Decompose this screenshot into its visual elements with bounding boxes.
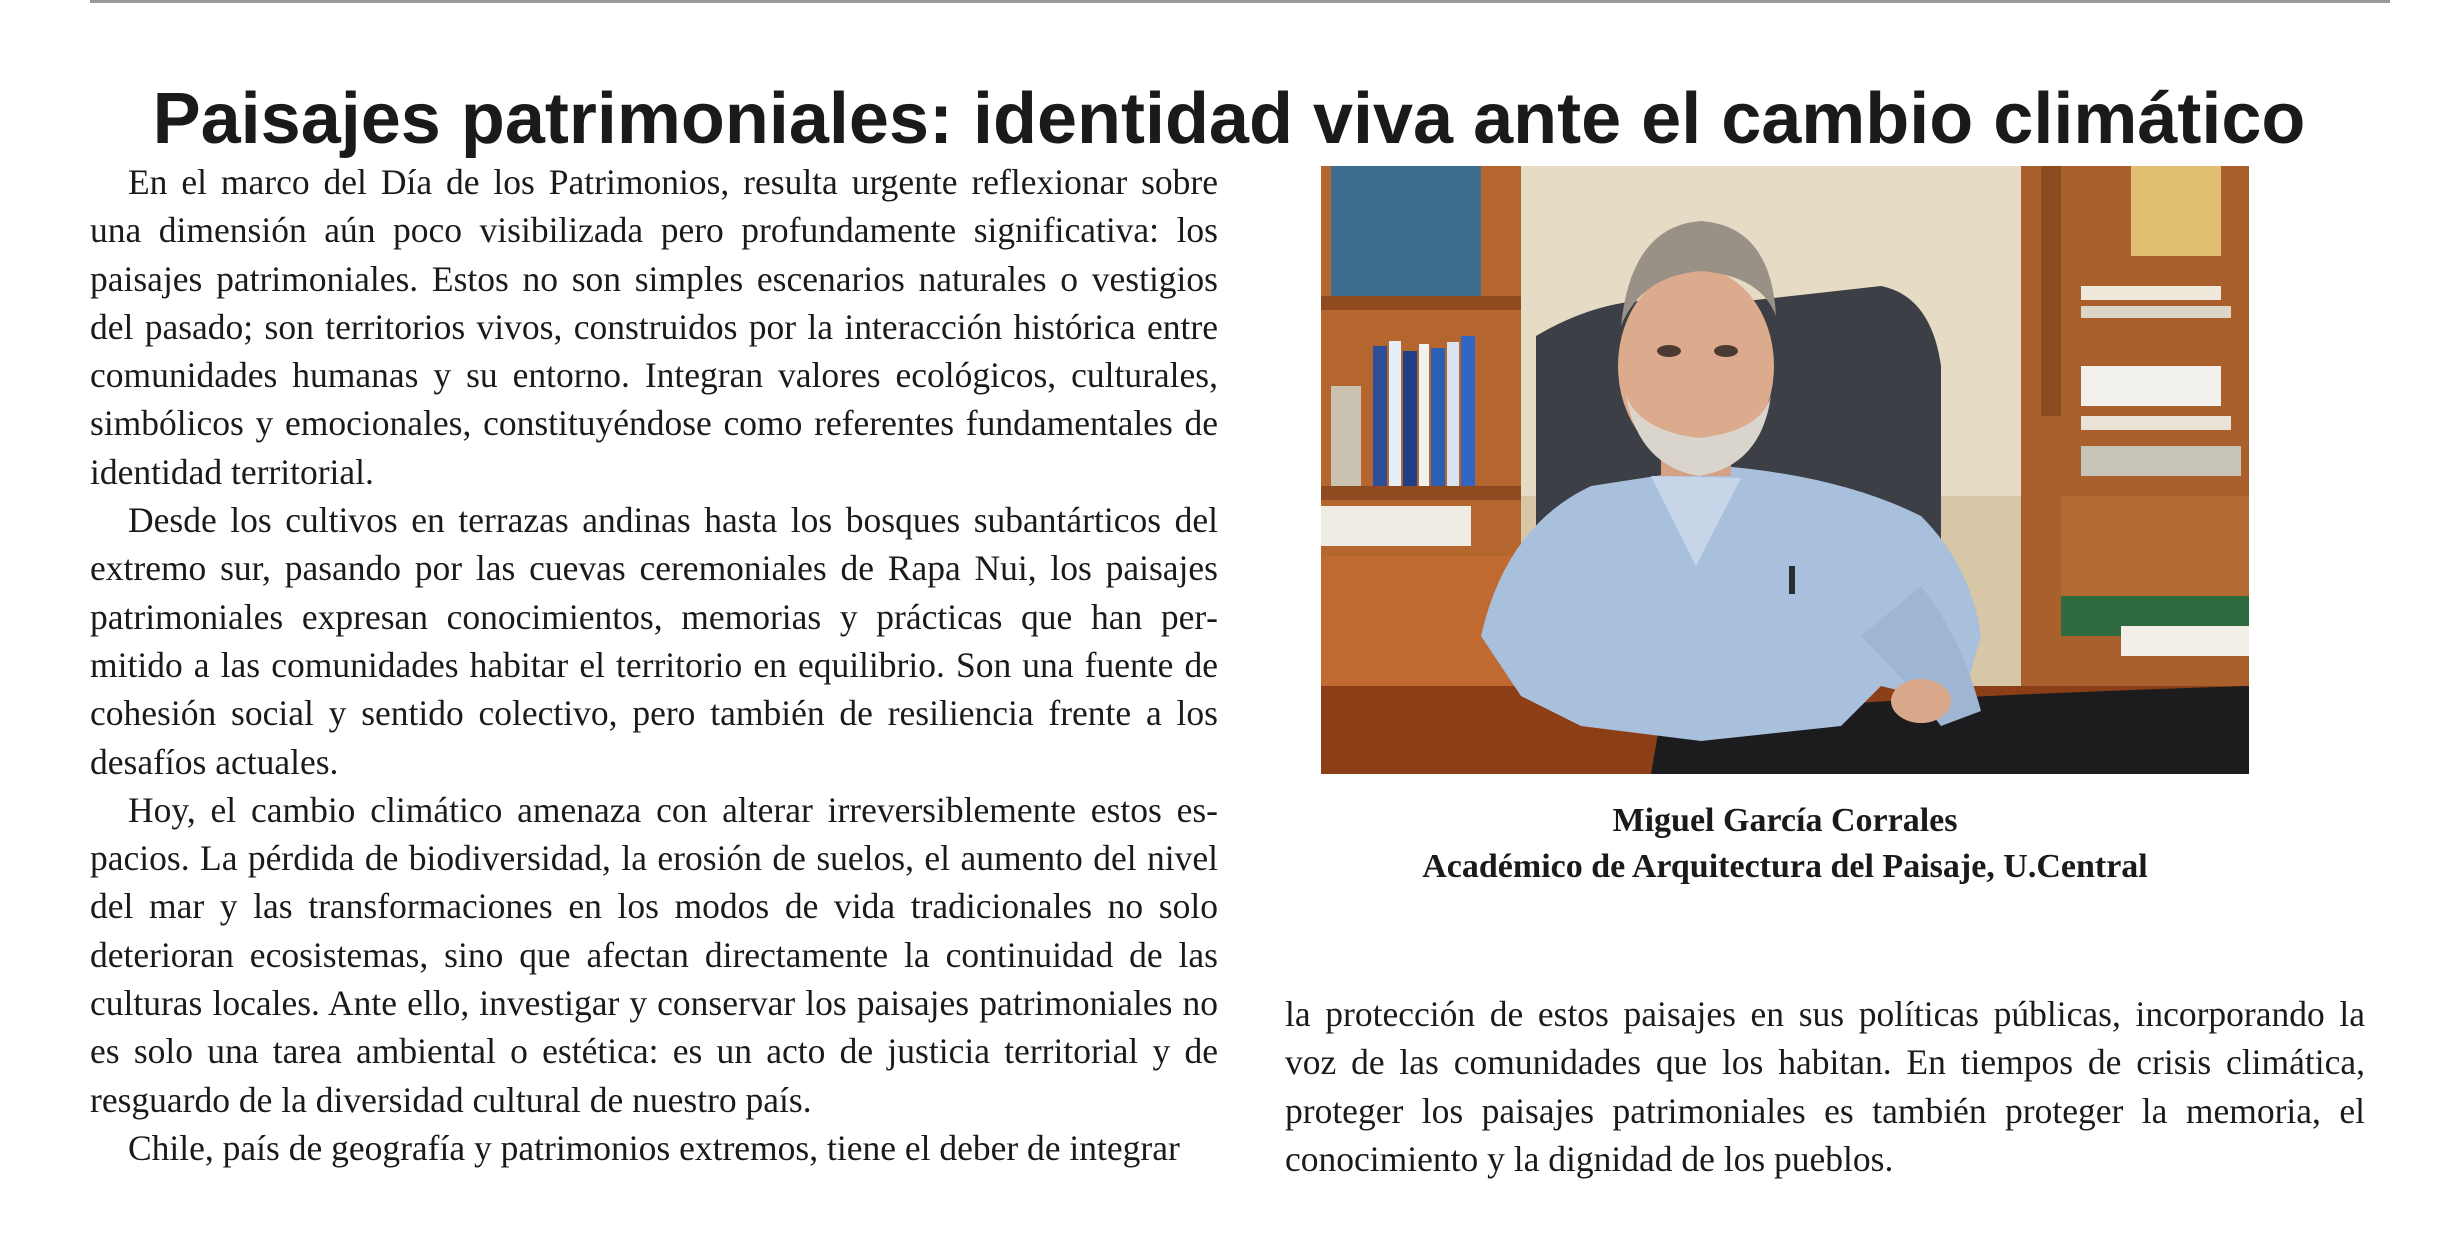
- article-column-right: [1285, 990, 2365, 1183]
- top-rule: [90, 0, 2390, 3]
- author-name: Miguel García Corrales: [1612, 802, 1958, 839]
- article-paragraph-3: Hoy, el cambio climático amenaza con alterar irreversiblemente estos espacios. La pérdida de biodiversidad, la erosión de suelos, el aumento del nivel del mar y las transformaciones en los modos de vida tradicionales no solo deterioran ecosistemas, sino que afectan directamente la continuidad de las culturas locales. Ante ello, investigar y conservar los paisajes patrimoniales no es solo una tarea ambiental o estética: es un acto de justicia territorial y de resguardo de la diversidad cultural de nuestro país.: [90, 789, 1218, 1120]
- article-headline: Paisajes patrimoniales: identidad viva ante el cambio climático: [152, 79, 2306, 160]
- article-paragraph-4: Chile, país de geografía y patrimonios extremos, tiene el deber de integrar: [128, 1127, 1180, 1168]
- article-column-left: [90, 158, 1218, 1172]
- author-title: Académico de Arquitectura del Paisaje, U.Central: [1422, 848, 2148, 885]
- photo-caption: [1321, 798, 2249, 890]
- article-paragraph-1: En el marco del Día de los Patrimonios, resulta urgente reflexionar sobre una dimensión aún poco visibilizada pero profundamente significativa: los paisajes patrimoniales. Estos no son simples escenarios naturales o vestigios del pasado; son territorios vivos, construidos por la interacción histórica entre comunidades humanas y su entorno. Integran valores ecológicos, culturales, simbólicos y emocionales, constituyéndose como referentes fundamentales de identidad territorial.: [90, 162, 1218, 492]
- author-photo: [1321, 166, 2249, 774]
- article-continuation: la protección de estos paisajes en sus políticas públicas, incorporando la voz de las comunidades que los habitan. En tiempos de crisis climática, proteger los paisajes patrimoniales es también proteger la memoria, el conocimiento y la dignidad de los pueblos.: [1285, 994, 2365, 1179]
- article-paragraph-2: Desde los cultivos en terrazas andinas hasta los bosques subantárticos del extremo sur, pasando por las cuevas ceremoniales de Rapa Nui, los paisajes patrimoniales expresan conocimientos, memorias y prácticas que han permitido a las comunidades habitar el territorio en equilibrio. Son una fuente de cohesión social y sentido colectivo, pero también de resiliencia frente a los desafíos actuales.: [90, 500, 1218, 782]
